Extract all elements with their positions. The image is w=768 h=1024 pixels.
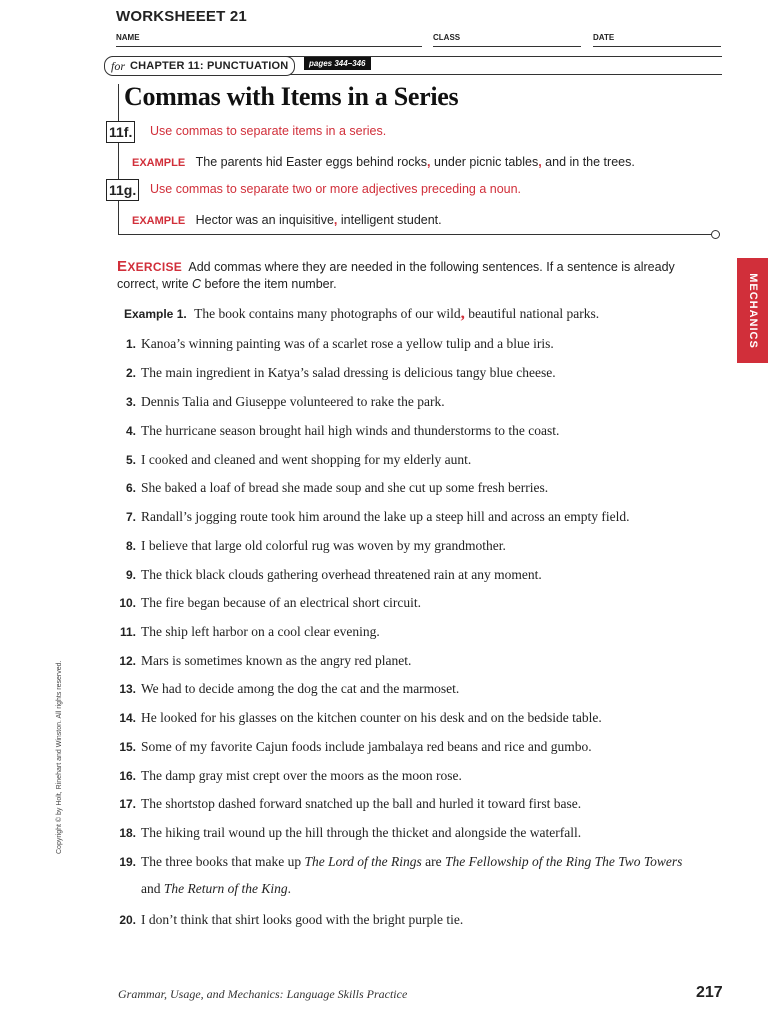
rules-frame-left (118, 84, 119, 234)
class-label: CLASS (433, 33, 461, 42)
chapter-prefix: for (111, 58, 126, 73)
name-label: NAME (116, 33, 140, 42)
red-comma-mark: , (460, 303, 465, 322)
rule-example-11f (132, 153, 635, 171)
rule-text-11g: Use commas to separate two or more adjectives preceding a noun. (150, 182, 522, 196)
example-text: The parents hid Easter eggs behind rocks, under picnic tables, and in the trees. (195, 155, 635, 169)
list-item: 15. Some of my favorite Cajun foods include jambalaya red beans and rice and gumbo. (119, 739, 592, 754)
frame-end-dot (711, 230, 720, 239)
list-item: 9. The thick black clouds gathering overhead threatened rain at any moment. (125, 567, 542, 582)
list-item: 11. The ship left harbor on a cool clear evening. (119, 624, 380, 639)
list-item: 8. I believe that large old colorful rug was woven by my grandmother. (125, 538, 506, 553)
list-item: 10. The fire began because of an electrical short circuit. (119, 595, 421, 610)
rule-code-11g: 11g. (106, 179, 139, 201)
list-item: 3. Dennis Talia and Giuseppe volunteered to rake the park. (125, 394, 445, 409)
side-tab: MECHANICS (737, 258, 768, 363)
rule-text-11f: Use commas to separate items in a series. (150, 124, 387, 138)
list-item: 12. Mars is sometimes known as the angry red planet. (119, 653, 412, 668)
example-text: Hector was an inquisitive, intelligent student. (195, 213, 442, 227)
worksheet-title: WORKSHEEET 21 (116, 8, 247, 25)
pages-tag: pages 344–346 (304, 57, 371, 70)
list-item: 4. The hurricane season brought hail high winds and thunderstorms to the coast. (125, 423, 560, 438)
name-line[interactable] (116, 46, 422, 47)
list-item: 2. The main ingredient in Katya’s salad dressing is delicious tangy blue cheese. (125, 365, 556, 380)
chapter-pill (104, 56, 295, 76)
list-item: 16. The damp gray mist crept over the moors as the moon rose. (119, 768, 462, 783)
example-label: EXAMPLE (132, 215, 186, 227)
rule-code-11f: 11f. (106, 121, 135, 143)
exercise-example-label: Example 1. (124, 307, 187, 321)
list-item: 1. Kanoa’s winning painting was of a scarlet rose a yellow tulip and a blue iris. (125, 336, 554, 351)
list-item: 7. Randall’s jogging route took him around the lake up a steep hill and across an empty field. (125, 509, 630, 524)
footer-text: Grammar, Usage, and Mechanics: Language Skills Practice (118, 987, 408, 1001)
list-item: 13. We had to decide among the dog the cat and the marmoset. (119, 681, 460, 696)
class-line[interactable] (433, 46, 581, 47)
date-label: DATE (593, 33, 615, 42)
copyright-notice: Copyright © by Holt, Rinehart and Winston. All rights reserved. (56, 660, 63, 854)
list-item: 17. The shortstop dashed forward snatched up the ball and hurled it toward first base. (119, 796, 582, 811)
list-item: 14. He looked for his glasses on the kitchen counter on his desk and on the bedside table. (119, 710, 602, 725)
list-item: 18. The hiking trail wound up the hill through the thicket and alongside the waterfall. (119, 825, 582, 840)
rules-frame-bottom (118, 234, 714, 235)
date-line[interactable] (593, 46, 721, 47)
chapter-title: CHAPTER 11: PUNCTUATION (130, 60, 289, 72)
list-item: 20. I don’t think that shirt looks good with the bright purple tie. (119, 912, 464, 927)
rule-example-11g (132, 211, 442, 229)
page-number: 217 (696, 984, 723, 1001)
exercise-label: EXERCISE (117, 258, 183, 275)
list-item: 5. I cooked and cleaned and went shopping for my elderly aunt. (125, 452, 472, 467)
chapter-bar (104, 56, 722, 74)
exercise-example: Example 1. The book contains many photographs of our wild, beautiful national parks. (124, 303, 600, 322)
exercise-instructions: EXERCISE Add commas where they are needed in the following sentences. If a sentence is already correct, write C before the item number. (117, 258, 675, 291)
page-title: Commas with Items in a Series (124, 82, 459, 111)
example-label: EXAMPLE (132, 157, 186, 169)
list-item: 6. She baked a loaf of bread she made soup and she cut up some fresh berries. (125, 480, 549, 495)
list-item: 19. The three books that make up The Lord of the Rings are The Fellowship of the Ring The Two Towers and The Return of the King. (119, 854, 683, 896)
